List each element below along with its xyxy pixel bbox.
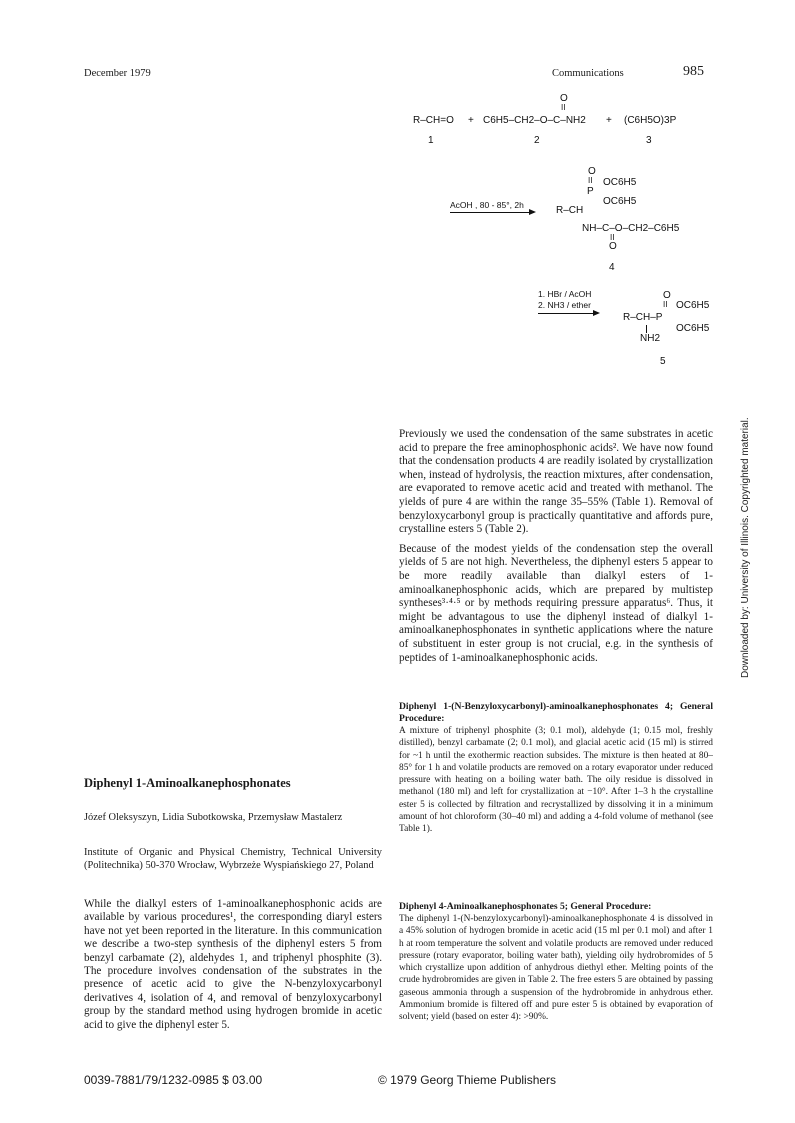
article-intro: While the dialkyl esters of 1-aminoalkanephosphonic acids are available by various procedures¹, the corresponding diaryl esters have not yet been reported in the literature. In this communication we describe a two-step synthesis of the diphenyl esters 5 from benzyl carbamate (2), aldehydes 1, and triphenyl phosphite (3). The procedure involves condensation of the substrates in the presence of acetic acid to give the N-benzyloxycarbonyl derivatives 4, isolation of 4, and removal of benzyloxycarbonyl group by the standard method using hydrogen bromide in acetic acid to give the diphenyl ester 5. [84,898,382,1031]
double-bond-mark: II [561,103,566,112]
reaction-arrow-2 [538,313,598,314]
double-bond-mark: II [610,233,615,242]
compound-number-1: 1 [428,135,434,146]
footer-copyright: © 1979 Georg Thieme Publishers [378,1073,557,1087]
product5-amino: NH2 [640,333,661,344]
condition-step2-a: 1. HBr / AcOH [538,289,592,299]
product4-phosphoryl-oxygen: O [588,166,596,177]
paragraph: Previously we used the condensation of the same substrates in acetic acid to prepare the free aminophosphonic acids². We have now found that the condensation products 4 are readily isolated by crystallization when, instead of hydrolysis, the reaction mixtures, after condensation, are evaporated to remove acetic acid and treated with methanol. The yields of pure 4 are within the range 35–55% (Table 1). Removal of benzyloxycarbonyl group is practically quantitative and affords pure, crystalline esters 5 (Table 2). [399,428,713,536]
double-bond-mark: II [663,300,668,309]
product4-phenoxy-2: OC6H5 [603,196,637,207]
plus-sign: + [606,115,612,126]
product4-phenoxy-1: OC6H5 [603,177,637,188]
article-authors: Józef Oleksyszyn, Lidia Subotkowska, Przemysław Mastalerz [84,812,343,823]
procedure-heading: Diphenyl 1-(N-Benzyloxycarbonyl)-aminoalkanephosphonates 4; General Procedure: [399,701,713,724]
compound-number-3: 3 [646,135,652,146]
reactant-carbamate: C6H5–CH2–O–C–NH2 [483,115,586,126]
download-notice: Downloaded by: University of Illinois. Copyrighted material. [740,417,751,678]
condition-step2-b: 2. NH3 / ether [538,300,591,310]
compound-number-2: 2 [534,135,540,146]
product4-carbonyl-oxygen: O [609,241,617,252]
footer-code: 0039-7881/79/1232-0985 $ 03.00 [84,1073,263,1087]
product5-phenoxy-1: OC6H5 [676,300,710,311]
product5-phosphoryl-oxygen: O [663,290,671,301]
reactant-aldehyde: R–CH=O [413,115,454,126]
compound-number-5: 5 [660,356,666,367]
procedure-body: A mixture of triphenyl phosphite (3; 0.1 mol), aldehyde (1; 0.15 mol, freshly distilled), benzyl carbamate (2; 0.1 mol), and glacial acetic acid (15 ml) is stirred for ~1 h until the exothermic reaction subsides. The mixture is then heated at 80–85° for 1 h and volatile products are removed on a rotary evaporator under reduced pressure with heating on a boiling water bath. The oily residue is dissolved in methanol (180 ml) and left for crystallization at −10°. After 1–3 h the crystalline ester 5 is collected by filtration and recrystallized by dissolving it in a minimum amount of hot chloroform (30–40 ml) and adding a 4-fold volume of methanol (see Table 1). [399,726,713,835]
procedure-heading: Diphenyl 4-Aminoalkanephosphonates 5; General Procedure: [399,901,652,912]
product4-carbamate-chain: NH–C–O–CH2–C6H5 [582,223,680,234]
plus-sign: + [468,115,474,126]
bond-line [646,325,647,333]
procedure-diphenyl-4 [399,701,713,836]
product5-main-chain: R–CH–P [623,312,663,323]
condition-step1: AcOH , 80 - 85°, 2h [450,200,524,210]
reactant-phosphite: (C6H5O)3P [624,115,677,126]
compound-number-4: 4 [609,262,615,273]
carbonyl-oxygen: O [560,93,568,104]
procedure-diphenyl-5 [399,901,713,1024]
product5-phenoxy-2: OC6H5 [676,323,710,334]
procedure-body: The diphenyl 1-(N-benzyloxycarbonyl)-aminoalkanephosphonate 4 is dissolved in a 45% solution of hydrogen bromide in acetic acid (15 ml per 0.1 mol) and after 1 h at room temperature the solvent and volatile products are removed under reduced pressure (rotary evaporator, boiling water bath), yielding oily hydrobromides of 5 which crystallize upon addition of anhydrous diethyl ether. Melting points of the crude hydrobromides are given in Table 2. The free esters 5 are obtained by passing gaseous ammonia through a suspension of the hydrobromide in anhydrous ether. Ammonium bromide is filtered off and pure ester 5 is obtained by evaporation of solvent; yield (based on ester 4): >90%. [399,914,713,1023]
product4-phosphorus: P [587,186,594,197]
page-number: 985 [683,64,704,79]
product4-rch: R–CH [556,205,584,216]
paragraph: Because of the modest yields of the condensation step the overall yields of 5 are not high. Nevertheless, the diphenyl esters 5 appear to be more readily available than dialkyl esters of 1-aminoalkanephosphonic acids, which are prepared by multistep syntheses³·⁴·⁵ or by methods requiring pressure apparatus⁶. Thus, it might be advantagous to use the diphenyl instead of dialkyl 1-aminoalkanephosphonates in synthetic applications where the nature of substituent in ester group is not crucial, e.g. in the synthesis of peptides of 1-aminoalkanephosphonic acids. [399,542,713,664]
article-affiliation: Institute of Organic and Physical Chemistry, Technical University (Politechnika) 50-370 Wrocław, Wybrzeże Wyspiańskiego 27, Poland [84,847,382,871]
header-journal: Communications [552,68,624,79]
article-title: Diphenyl 1-Aminoalkanephosphonates [84,776,291,790]
header-date: December 1979 [84,68,151,79]
reaction-arrow-1 [450,212,534,213]
right-column-text [399,428,713,671]
double-bond-mark: II [588,176,593,185]
